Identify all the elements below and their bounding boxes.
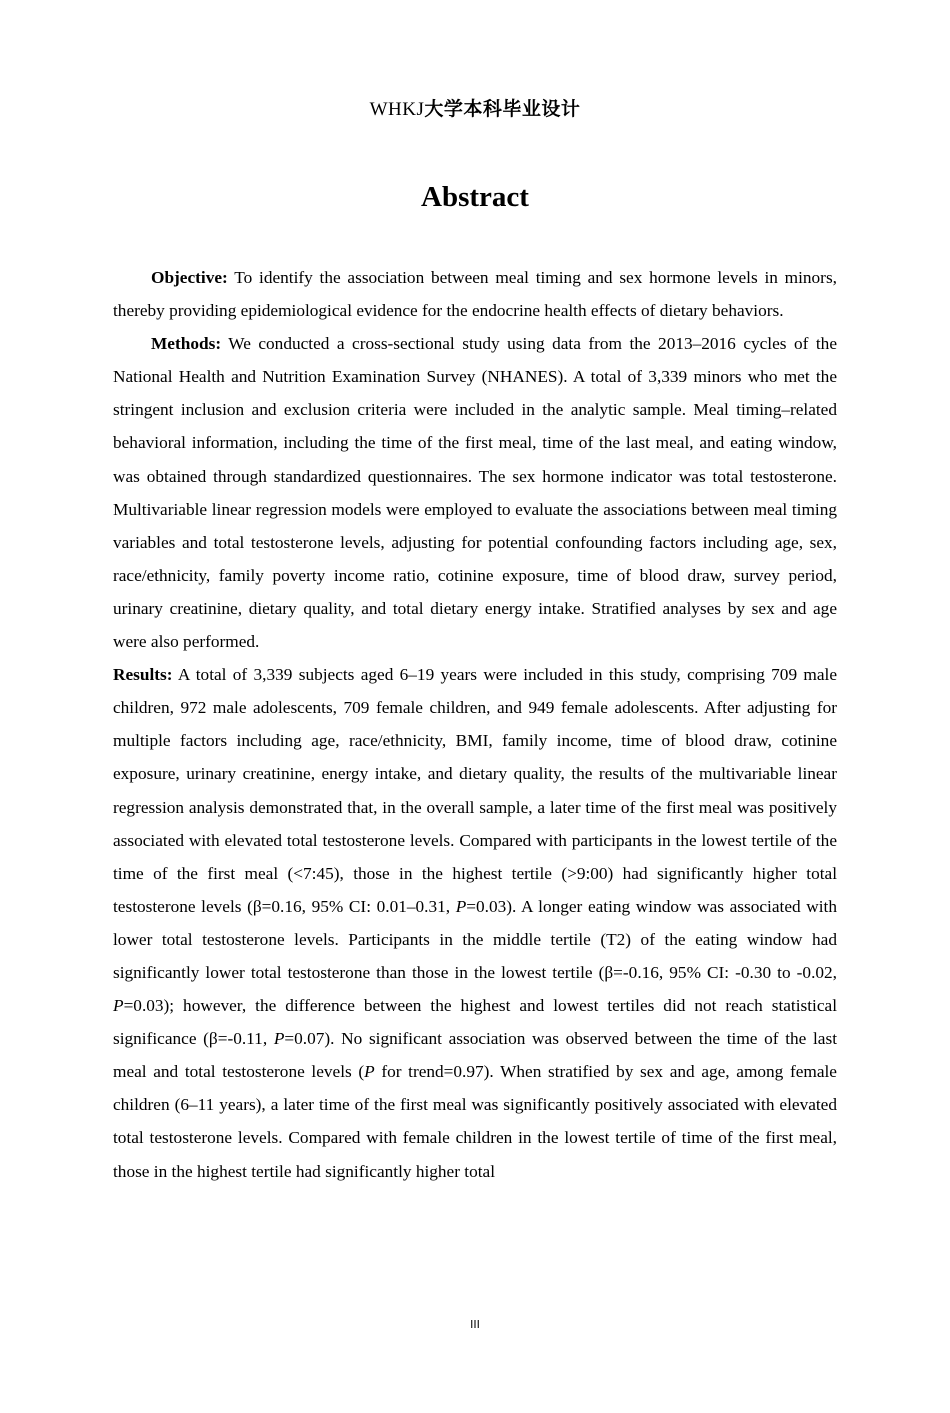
results-text-2: =0.03). A longer eating window was associated with lower total testosterone levels. Participants in the middle tertile (T2) of the eating window had significantly lower total testosterone than those in the lowest tertile (β=-0.16, 95% CI: -0.30 to -0.02, — [113, 896, 837, 982]
results-text-4: =0.07). No significant association was observed between the time of the last meal and total testosterone levels ( — [113, 1029, 837, 1082]
results-text-5: for trend=0.97). When stratified by sex and age, among female children (6–11 years), a later time of the first meal was significantly positively associated with elevated total testosterone levels. Compared with female children in the lowest tertile of time of the first meal, those in the highest tertile had significantly higher total — [113, 1062, 837, 1181]
abstract-title: Abstract — [421, 181, 529, 213]
objective-text: To identify the association between meal timing and sex hormone levels in minors, thereby providing epidemiological evidence for the endocrine health effects of dietary behaviors. — [113, 268, 837, 321]
header-chinese: 大学本科毕业设计 — [424, 98, 581, 120]
running-header — [0, 94, 950, 121]
abstract-body — [113, 261, 837, 1188]
methods-label: Methods: — [151, 334, 222, 354]
objective-label: Objective: — [151, 268, 228, 287]
p-value-symbol: P — [455, 896, 467, 916]
results-text-3: =0.03); however, the difference between the highest and lowest tertiles did not reach statistical significance (β=-0.11, — [113, 996, 837, 1049]
page-number: III — [470, 1318, 480, 1331]
results-label: Results: — [113, 665, 173, 685]
methods-text: We conducted a cross-sectional study using data from the 2013–2016 cycles of the National Health and Nutrition Examination Survey (NHANES). A total of 3,339 minors who met the stringent inclusion and exclusion criteria were included in the analytic sample. Meal timing–related behavioral information, including the time of the first meal, time of the last meal, and eating window, was obtained through standardized questionnaires. The sex hormone indicator was total testosterone. Multivariable linear regression models were employed to evaluate the associations between meal timing variables and total testosterone levels, adjusting for potential confounding factors including age, sex, race/ethnicity, family poverty income ratio, cotinine exposure, time of blood draw, survey period, urinary creatinine, dietary quality, and total dietary energy intake. Stratified analyses by sex and age were also performed. — [113, 334, 837, 652]
results-text-1: A total of 3,339 subjects aged 6–19 years were included in this study, comprising 709 male children, 972 male adolescents, 709 female children, and 949 female adolescents. After adjusting for multiple factors including age, race/ethnicity, BMI, family income, time of blood draw, cotinine exposure, urinary creatinine, energy intake, and dietary quality, the results of the multivariable linear regression analysis demonstrated that, in the overall sample, a later time of the first meal was positively associated with elevated total testosterone levels. Compared with participants in the lowest tertile of the time of the first meal (<7:45), those in the highest tertile (>9:00) had significantly higher total testosterone levels (β=0.16, 95% CI: 0.01–0.31, — [113, 665, 837, 916]
header-latin: WHKJ — [369, 99, 425, 120]
p-value-symbol: P — [364, 1062, 375, 1082]
p-value-symbol: P — [113, 996, 124, 1016]
objective-paragraph — [113, 261, 837, 327]
results-paragraph — [113, 658, 837, 1188]
methods-paragraph — [113, 327, 837, 658]
p-value-symbol: P — [273, 1029, 285, 1049]
